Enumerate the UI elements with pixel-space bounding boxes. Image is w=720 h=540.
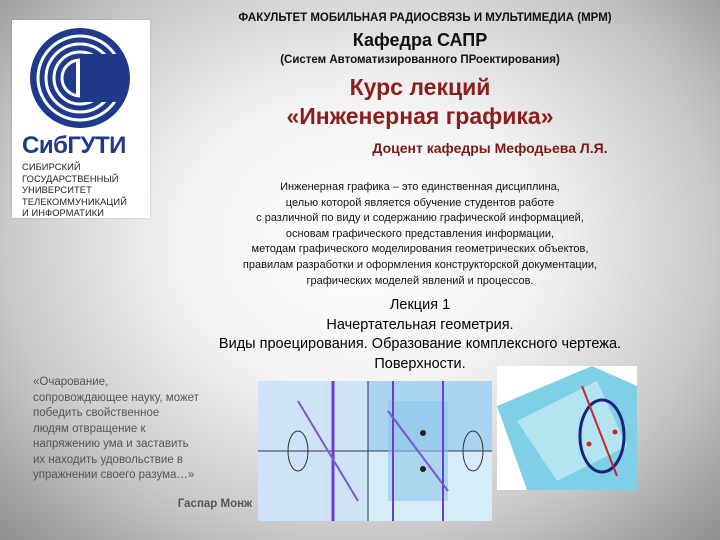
lecture-number: Лекция 1 [389,297,451,313]
university-logo [12,20,150,218]
course-title [240,73,600,131]
lecturer-name: Доцент кафедры Мефодьева Л.Я. [372,140,608,156]
projection-planes-illustration [258,381,492,521]
course-description: Инженерная графика – это единственная дисциплина, целью которой является обучение студентов работе с различной по виду и содержанию графической информацией, основам графического представления информации, методам графического моделирования геометрических объектов, правилам разработки и оформления конструкторской документации, графических моделей явлений и процессов. [242,181,598,287]
lecture-info [140,296,700,374]
course-title-line2: «Инженерная графика» [286,103,554,129]
department-title: Кафедра САПР [352,30,488,50]
department-full-name: (Систем Автоматизированного ПРоектирования) [280,54,560,66]
university-emblem-icon [26,24,134,132]
lecture-topic: Виды проецирования. Образование комплексного чертежа. [218,336,622,352]
course-title-line1: Курс лекций [349,74,491,100]
faculty-title: ФАКУЛЬТЕТ МОБИЛЬНАЯ РАДИОСВЯЗЬ И МУЛЬТИМЕДИА (МРМ) [238,12,612,24]
surface-3d-illustration [497,366,637,490]
lecture-topic-surfaces: Поверхности. [374,355,466,372]
university-full-name: СИБИРСКИЙ ГОСУДАРСТВЕННЫЙ УНИВЕРСИТЕТ ТЕЛЕКОММУНИКАЦИЙ И ИНФОРМАТИКИ [22,162,127,219]
epigraph-quote: «Очарование, сопровождающее науку, может победить свойственное людям отвращение к напряжению ума и заставить их находить удовольствие в упражнении своего разума…» [33,376,199,481]
university-short-name: СибГУТИ [22,132,126,159]
lecture-subject: Начертательная геометрия. [326,316,514,333]
quote-author: Гаспар Монж [177,498,253,510]
